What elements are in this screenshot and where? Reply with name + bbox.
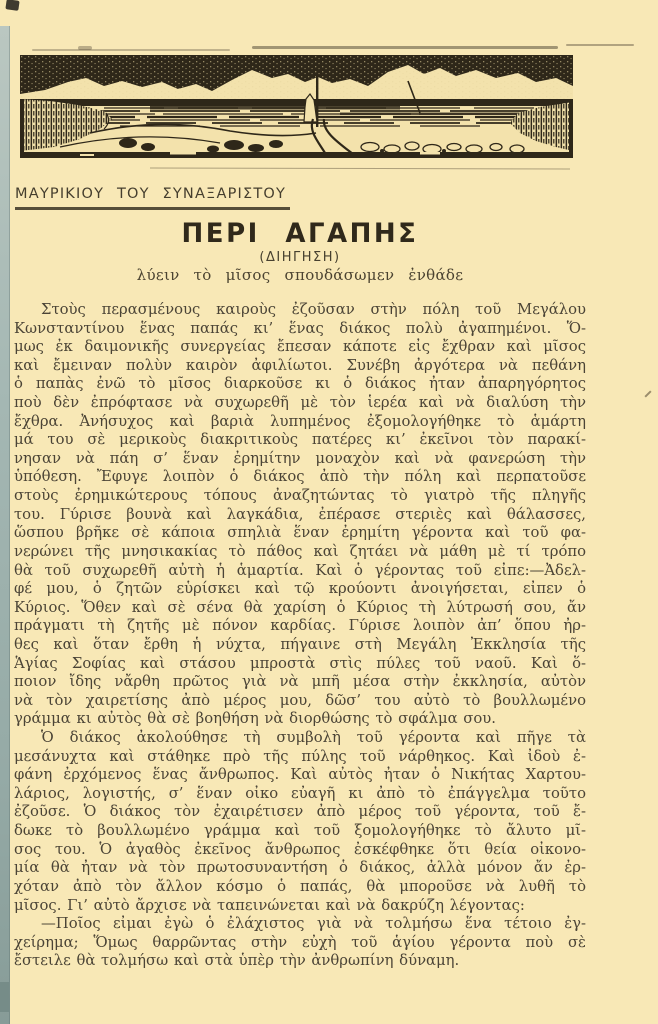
text-line: σος του. Ὁ ἀγαθὸς ἐκεῖνος ἄνθρωπος ἐσκέφθηκε ὅτι θεία οἰκονο- — [14, 840, 586, 858]
cloud-line — [252, 46, 558, 49]
woodcut-landscape-image — [20, 55, 573, 158]
text-line: του. Γύρισε βουνὰ καὶ λαγκάδια, ἐπέρασε στεριὲς καὶ θάλασσες, — [14, 505, 586, 523]
text-line: μεσάνυχτα καὶ στάθηκε πρὸ τῆς πύλης τοῦ νάρθηκος. Καὶ ἰδοὺ ἐ- — [14, 747, 586, 765]
text-line: μῖσος. Γι’ αὐτὸ ἄρχισε νὰ ταπεινώνεται καὶ νὰ δακρύζη λέγοντας: — [14, 896, 525, 914]
text-line: καὶ ἔμειναν πολὺν καιρὸν ἀφιλίωτοι. Συνέβη ἀργότερα νὰ πεθάνη — [14, 356, 586, 374]
text-line: ἐζοῦσε. Ὁ διάκος τὸν ἐχαιρέτισεν ἀπὸ μέρος τοῦ γέροντα, τοῦ ἔ- — [14, 803, 586, 821]
scan-corner-mark — [5, 0, 19, 11]
story-title: ΠΕΡΙ ΑΓΑΠΗΣ — [181, 218, 419, 250]
text-line: νὰ τὸν χαιρετίσης ἀπὸ μέρος μου, δῶσ’ του αὐτὸ τὸ βουλλωμένο — [14, 691, 586, 709]
text-line: νερώνει τῆς μνησικακίας τὸ πάθος καὶ ζητάει νὰ μάθη μὲ τί τρόπο — [14, 542, 586, 560]
paragraph — [14, 301, 586, 729]
headpiece-illustration — [20, 55, 573, 158]
text-line: φέ μου, ὁ ζητῶν εὑρίσκει καὶ τῷ κρούοντι ἀνοιγήσεται, εἶπεν ὁ — [14, 580, 586, 598]
text-line: μως ἐκ δαιμονικῆς συνεργείας ἔπεσαν κάποτε εἰς ἔχθραν καὶ μῖσος — [14, 338, 586, 356]
text-line: μία θὰ ἦταν νὰ τὸν πρωτοσυναντήση ὁ διάκος, ἀλλὰ μόνον ἄν ἐρ- — [14, 859, 586, 877]
story-text — [14, 301, 586, 971]
text-line: ὑπόθεση. Ἔφυγε λοιπὸν ὁ διάκος ἀπὸ τὴν πόλη καὶ περπατοῦσε — [14, 468, 586, 486]
cloud-line — [78, 46, 92, 50]
text-line: στοὺς ἐρημικώτερους τόπους ἀναζητώντας τὸ γιατρὸ τῆς πληγῆς — [14, 487, 586, 505]
text-line: χείρημα; Ὅμως θαρρῶντας στὴν εὐχὴ τοῦ ἁγίου γέροντα ποὺ σὲ — [14, 933, 586, 951]
text-line: Κωνσταντίνου ἕνας παπάς κι’ ἕνας διάκος πολὺ ἀγαπημένοι. Ὅ- — [14, 319, 586, 337]
text-line: ἔστειλε θὰ τολμήσω καὶ στὰ ὑπὲρ τὴν ἀνθρωπίνη δύναμη. — [14, 952, 460, 970]
page-edge-strip — [0, 26, 10, 1024]
text-line: πράγματι τὴ ζητῆς μὲ πόνον καρδίας. Γύρισε λοιπὸν ἀπ’ ὅπου ἦρ- — [14, 617, 586, 635]
text-line: Κύριος. Ὅθεν καὶ σὲ σένα θὰ χαρίση ὁ Κύριος τὴ λύτρωσή σου, ἄν — [14, 598, 586, 616]
text-line: φάνη ἐρχόμενος ἕνας ἄνθρωπος. Καὶ αὐτὸς ἦταν ὁ Νικήτας Χαρτου- — [14, 766, 586, 784]
pencil-line-artifact — [150, 167, 570, 169]
cloud-line — [32, 49, 230, 51]
text-line: ἔχθρα. Ἀνήσυχος καὶ βαριὰ λυπημένος ἐξομολογήθηκε τὸ ἁμάρτη — [14, 412, 586, 430]
text-line: ποὺ δὲν ἐπρόφτασε νὰ συχωρεθῆ μὲ τὸν ἱερέα καὶ νὰ διαλύση τὴν — [14, 394, 586, 412]
text-line: λάριος, λογιστής, σ’ ἕναν οἶκο εὐαγῆ κι ἀπὸ τὸ ἐπάγγελμα τοῦτο — [14, 784, 586, 802]
page-edge-blotch — [0, 982, 9, 1012]
text-line: ὁ παπὰς ἐνῶ τὸ μῖσος διαρκοῦσε κι ὁ διάκος ἦταν ἀπαρηγόρητος — [14, 375, 586, 393]
text-line: θες καὶ ὅταν ἔρθη ἡ νύχτα, πήγαινε στὴ Μεγάλη Ἐκκλησία τῆς — [14, 635, 586, 653]
text-line: νησαν νὰ πάη σ’ ἕναν ἐρημίτην μοναχὸν καὶ νὰ φανερώση τὴν — [14, 449, 586, 467]
epigraph: λύειν τὸ μῖσος σπουδάσωμεν ἐνθάδε — [136, 266, 464, 284]
text-line: θὰ τοῦ συχωρεθῆ αὐτὴ ἡ ἁμαρτία. Καὶ ὁ γέροντας τοῦ εἶπε:—Ἀδελ- — [14, 561, 586, 579]
text-line: χόταν ἀπὸ τὸν ἄλλον κόσμο ὁ παπάς, θὰ μποροῦσε νὰ λυθῆ τὸ — [14, 877, 586, 895]
cloud-line — [566, 44, 634, 46]
author-heading: ΜΑΥΡΙΚΙΟΥ ΤΟΥ ΣΥΝΑΞΑΡΙΣΤΟΥ — [15, 186, 290, 210]
paragraph — [14, 915, 586, 971]
text-line: μά του σὲ μερικοὺς διακριτικοὺς πατέρες κι’ ἐκεῖνοι τὸν παρακί- — [14, 431, 586, 449]
text-line: δωκε τὸ βουλλωμένο γράμμα καὶ τοῦ ξομολογήθηκε τὸ ἄλυτο μῖ- — [14, 822, 586, 840]
margin-tick-artifact — [644, 390, 651, 397]
text-line: Ὁ διάκος ἀκολούθησε τὴ συμβολὴ τοῦ γέροντα καὶ πῆγε τὰ — [41, 729, 586, 747]
text-line: —Ποῖος εἶμαι ἐγὼ ὁ ἐλάχιστος γιὰ νὰ τολμήσω ἕνα τέτοιο ἐγ- — [41, 915, 586, 933]
text-line: ὥσπου βρῆκε σὲ κάποια σπηλιὰ ἕναν ἐρημίτη γέροντα καὶ τοῦ φα- — [14, 524, 586, 542]
text-line: Στοὺς περασμένους καιροὺς ἐζοῦσαν στὴν πόλη τοῦ Μεγάλου — [41, 301, 586, 318]
text-line: γράμμα κι αὐτὸς θὰ σὲ βοηθήση νὰ διορθώσης τὸ σφάλμα σου. — [14, 710, 496, 728]
text-line: ποιον ἴδης νἄρθη πρῶτος γιὰ νὰ μπῆ μέσα στὴν ἐκκλησία, αὐτὸν — [14, 673, 586, 691]
text-line: Ἁγίας Σοφίας καὶ στάσου μπροστὰ στὶς πύλες τοῦ ναοῦ. Καὶ ὅ- — [14, 654, 586, 672]
story-subtitle: (ΔΙΗΓΗΣΗ) — [259, 250, 341, 265]
paragraph — [14, 729, 586, 915]
